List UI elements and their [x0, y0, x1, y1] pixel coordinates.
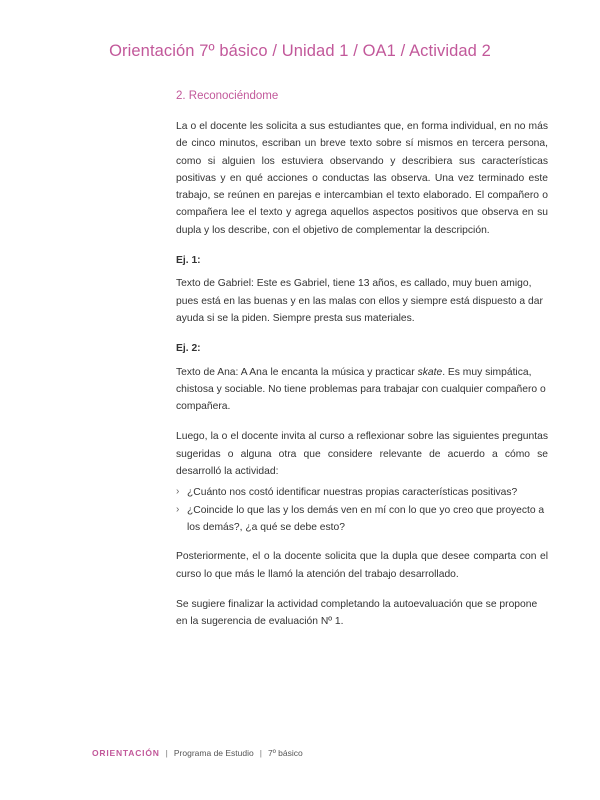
footer-program: Programa de Estudio — [173, 748, 254, 758]
example-1-text: Texto de Gabriel: Este es Gabriel, tiene 13 años, es callado, muy buen amigo, pues está en las buenas y en las malas con ellos y siempre está dispuesto a dar ayuda si se la piden. Siempre presta sus materiales. — [176, 278, 543, 324]
example-2-label-text: Ej. 2: — [176, 343, 201, 355]
footer-separator: | — [165, 748, 168, 758]
example-2-text — [176, 364, 548, 416]
footer-brand: ORIENTACIÓN — [92, 748, 160, 758]
example-2-text-start: Texto de Ana: A Ana le encanta la música y practicar — [176, 366, 418, 378]
footer-separator: | — [259, 748, 262, 758]
list-item — [176, 502, 548, 537]
questions-list — [176, 484, 548, 536]
intro-paragraph: La o el docente les solicita a sus estudiantes que, en forma individual, en no más de cinco minutos, escriban un breve texto sobre sí mismos en tercera persona, como si alguien los estuviera observando y describiera sus características positivas y en qué acciones o conductas las observa. Una vez terminado este trabajo, se reúnen en parejas e intercambian el texto elaborado. El compañero o compañera lee el texto y agrega aquellos aspectos positivos que observa en su dupla y los describe, con el objetivo de complementar la descripción. — [176, 121, 548, 236]
luego-paragraph: Luego, la o el docente invita al curso a reflexionar sobre las siguientes preguntas sugeridas o alguna otra que considere relevante de acuerdo a cómo se desarrolló la actividad: — [176, 431, 548, 478]
chevron-right-icon: › — [176, 486, 180, 498]
footer-grade: 7º básico — [267, 748, 303, 758]
posteriormente-paragraph: Posteriormente, el o la docente solicita que la dupla que desee comparta con el curso lo que más le llamó la atención del trabajo desarrollado. — [176, 551, 548, 580]
question-text: ¿Coincide lo que las y los demás ven en mí con lo que yo creo que proyecto a los demás?, ¿a qué se debe esto? — [187, 504, 545, 533]
list-item — [176, 484, 548, 501]
sugiere-paragraph: Se sugiere finalizar la actividad completando la autoevaluación que se propone en la sugerencia de evaluación Nº 1. — [176, 598, 538, 628]
page-header-title: Orientación 7º básico / Unidad 1 / OA1 / Actividad 2 — [109, 42, 491, 60]
example-1-label — [176, 252, 548, 269]
example-1-label-text: Ej. 1: — [176, 255, 201, 267]
question-text: ¿Cuánto nos costó identificar nuestras propias características positivas? — [187, 487, 518, 499]
main-content — [176, 90, 548, 643]
chevron-right-icon: › — [176, 503, 180, 515]
example-2-text-italic: skate — [417, 366, 443, 378]
section-title: 2. Reconociéndome — [176, 90, 279, 102]
example-2-label — [176, 340, 548, 357]
example-2-text-end: . Es muy simpática, chistosa y sociable. No tiene problemas para trabajar con cualquier compañero o compañera. — [176, 366, 546, 413]
page-footer — [92, 748, 303, 758]
